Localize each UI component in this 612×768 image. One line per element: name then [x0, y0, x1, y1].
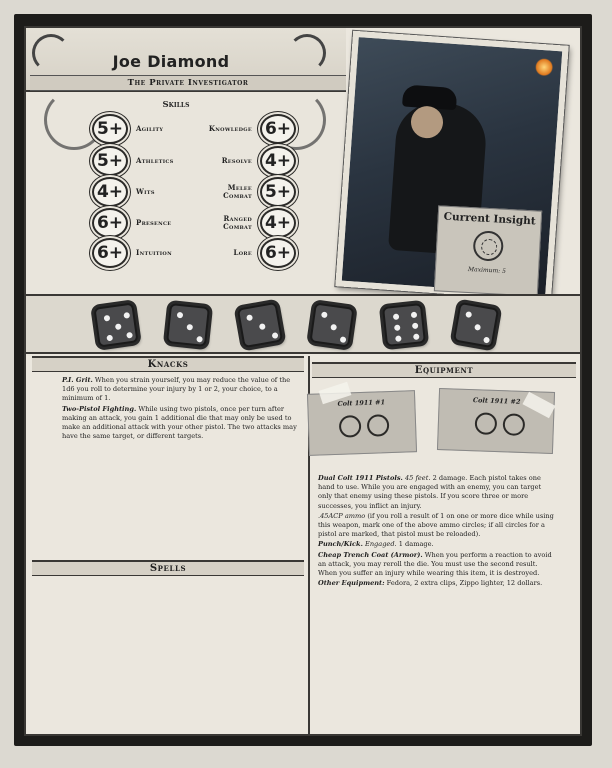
ammo-circle[interactable] — [339, 415, 362, 438]
spells-heading: Spells — [32, 560, 304, 576]
die-3-icon — [237, 302, 283, 348]
skill-value: 4+ — [260, 208, 296, 238]
die-pip — [104, 315, 111, 322]
skill-value: 6+ — [260, 114, 296, 144]
muzzle-flash-icon — [535, 58, 554, 77]
skill-value: 6+ — [92, 238, 128, 268]
skill-presence — [92, 208, 171, 238]
skill-value: 6+ — [92, 208, 128, 238]
die-pip — [413, 333, 420, 340]
current-insight-tag[interactable] — [434, 205, 542, 296]
knack-item: P.I. Grit. When you strain yourself, you may reduce the value of the 1d6 you roll to determine your injury by 1 or 2, your choice, to a minimum of 1. — [62, 376, 291, 403]
equipment-item: Dual Colt 1911 Pistols. 45 feet. 2 damage. Each pistol takes one hand to use. While you are engaged with an enemy, you can target only that enemy using these pistols. If you score three or more successes, you inflict an injury. — [318, 474, 542, 510]
die-pip — [395, 335, 402, 342]
die-6-icon — [382, 303, 426, 347]
die-3-icon — [453, 302, 499, 348]
die-pip — [393, 313, 400, 320]
equipment-item: Other Equipment: Fedora, 2 extra clips, Zippo lighter, 12 dollars. — [318, 579, 543, 588]
die-pip — [126, 332, 133, 339]
die-3-icon — [309, 302, 354, 347]
die-pip — [465, 311, 472, 318]
die-pip — [483, 337, 490, 344]
knacks-text — [62, 376, 304, 442]
insight-maximum: Maximum: 5 — [467, 265, 507, 275]
knack-item: Two-Pistol Fighting. While using two pistols, once per turn after making an attack, you gain 1 additional die that may only be used to make an additional attack with your other pistol. The two attacks may have the same target, or different targets. — [62, 404, 297, 441]
skill-label: Intuition — [136, 248, 172, 257]
skill-lore — [202, 238, 296, 268]
equipment-item: Punch/Kick. Engaged. 1 damage. — [318, 540, 434, 549]
skill-label: Knowledge — [208, 124, 252, 133]
die-pip — [394, 324, 401, 331]
die-pip — [321, 311, 328, 318]
skill-label: Wits — [136, 187, 155, 196]
skill-label: Lore — [233, 248, 252, 257]
die-5-icon — [93, 302, 138, 347]
skill-knowledge — [202, 114, 296, 144]
character-sheet — [24, 26, 582, 736]
die-pip — [115, 323, 122, 330]
spells-area[interactable] — [32, 578, 304, 728]
skill-label: Agility — [136, 124, 164, 133]
skill-intuition — [92, 238, 172, 268]
skill-agility — [92, 114, 163, 144]
skill-value: 5+ — [92, 114, 128, 144]
skills-panel — [30, 92, 350, 296]
skill-label: Presence — [136, 218, 172, 227]
skill-value: 5+ — [92, 146, 128, 176]
die-pip — [246, 314, 253, 321]
equipment-item: .45ACP ammo (if you roll a result of 1 on one or more dice while using this weapon, mark one of the above ammo circles; if all circles for a pistol are marked, that pistol must be reloaded). — [318, 511, 554, 539]
equipment-heading: Equipment — [312, 362, 576, 378]
insight-tracker-icon[interactable] — [472, 230, 504, 262]
ammo-card-title: Colt 1911 #1 — [337, 398, 386, 408]
skill-value: 5+ — [260, 177, 296, 207]
die-pip — [412, 323, 419, 330]
die-pip — [177, 312, 184, 319]
die-pip — [474, 324, 481, 331]
skill-melee-combat — [202, 177, 296, 207]
skill-label: Melee Combat — [223, 183, 252, 200]
skill-athletics — [92, 146, 174, 176]
ammo-circle[interactable] — [367, 414, 390, 437]
skill-value: 6+ — [260, 238, 296, 268]
die-pip — [330, 324, 337, 331]
skills-heading: Skills — [162, 100, 190, 110]
die-pip — [340, 336, 347, 343]
skill-label: Ranged Combat — [223, 214, 252, 231]
knacks-heading: Knacks — [32, 356, 304, 372]
ammo-card-title: Colt 1911 #2 — [472, 396, 521, 406]
die-3-icon — [166, 303, 210, 347]
die-pip — [259, 323, 266, 330]
die-pip — [186, 324, 193, 331]
skill-value: 4+ — [260, 146, 296, 176]
skill-value: 4+ — [92, 177, 128, 207]
character-name: Joe Diamond — [112, 52, 230, 71]
die-pip — [196, 336, 203, 343]
die-pip — [123, 312, 130, 319]
die-pip — [272, 332, 279, 339]
skill-ranged-combat — [202, 208, 296, 238]
skill-label: Athletics — [136, 156, 174, 165]
dice-row — [26, 294, 580, 354]
ammo-circle[interactable] — [503, 413, 526, 436]
skill-label: Resolve — [221, 156, 252, 165]
equipment-text — [318, 474, 554, 589]
die-pip — [411, 312, 418, 319]
ammo-circle[interactable] — [475, 412, 498, 435]
skill-wits — [92, 177, 155, 207]
die-pip — [106, 335, 113, 342]
insight-title: Current Insight — [443, 210, 537, 228]
character-title: The Private Investigator — [30, 75, 346, 91]
skill-resolve — [202, 146, 296, 176]
equipment-item: Cheap Trench Coat (Armor). When you perform a reaction to avoid an attack, you may reroll the die. You must use the second result. When you suffer an injury while wearing this item, it is destroyed. — [318, 550, 552, 578]
